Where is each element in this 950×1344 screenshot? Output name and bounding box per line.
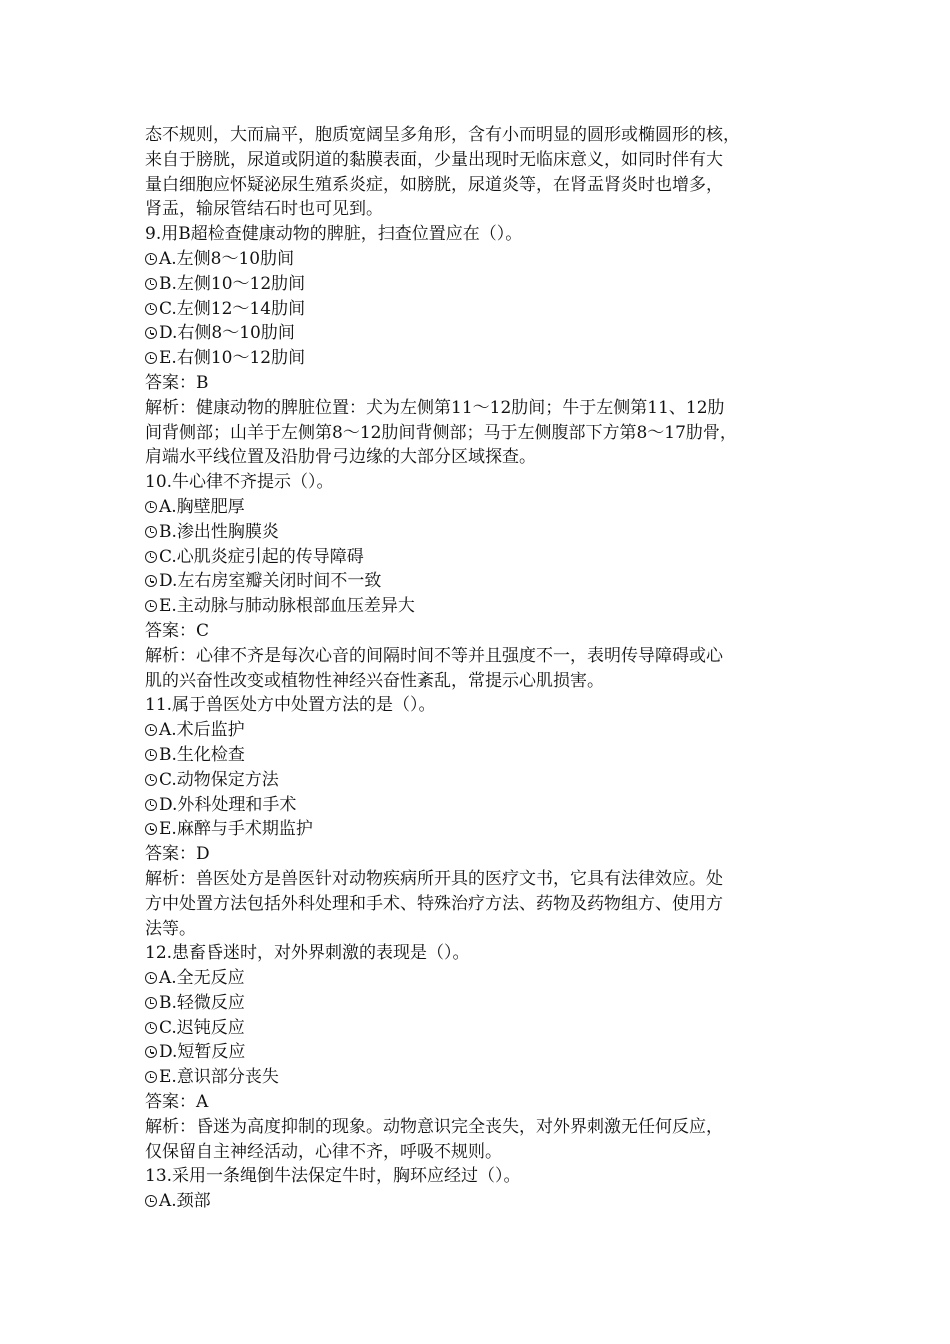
body-text-line xyxy=(145,669,825,694)
radio-option-icon xyxy=(145,1046,157,1058)
line-text: 解析：心律不齐是每次心音的间隔时间不等并且强度不一，表明传导障碍或心 xyxy=(145,645,723,666)
answer-option xyxy=(145,817,825,842)
line-text: D.左右房室瓣关闭时间不一致 xyxy=(159,571,382,592)
radio-option-icon xyxy=(145,1022,157,1034)
answer-option xyxy=(145,594,825,619)
question-text xyxy=(145,693,825,718)
radio-option-icon xyxy=(145,724,157,736)
radio-option-icon xyxy=(145,278,157,290)
radio-option-icon xyxy=(145,352,157,364)
body-text-line xyxy=(145,396,825,421)
line-text: A.左侧8～10肋间 xyxy=(159,248,295,269)
radio-option-icon xyxy=(145,997,157,1009)
answer-option xyxy=(145,321,825,346)
line-text: 肌的兴奋性改变或植物性神经兴奋性紊乱，常提示心肌损害。 xyxy=(145,670,604,691)
line-text: 13.采用一条绳倒牛法保定牛时，胸环应经过（）。 xyxy=(145,1166,521,1187)
body-text-line xyxy=(145,867,825,892)
radio-option-icon xyxy=(145,501,157,513)
line-text: B.轻微反应 xyxy=(159,992,245,1013)
radio-option-icon xyxy=(145,526,157,538)
body-text-line xyxy=(145,644,825,669)
answer-option xyxy=(145,297,825,322)
answer-option xyxy=(145,346,825,371)
answer-option xyxy=(145,520,825,545)
question-text xyxy=(145,941,825,966)
line-text: E.主动脉与肺动脉根部血压差异大 xyxy=(159,596,415,617)
answer-option xyxy=(145,768,825,793)
answer-option xyxy=(145,545,825,570)
radio-option-icon xyxy=(145,551,157,563)
line-text: B.左侧10～12肋间 xyxy=(159,273,306,294)
question-text xyxy=(145,1164,825,1189)
line-text: 答案：D xyxy=(145,844,210,865)
answer-option xyxy=(145,272,825,297)
line-text: D.右侧8～10肋间 xyxy=(159,323,295,344)
question-text xyxy=(145,470,825,495)
radio-option-icon xyxy=(145,972,157,984)
line-text: 态不规则，大而扁平，胞质宽阔呈多角形，含有小而明显的圆形或椭圆形的核， xyxy=(145,125,740,145)
question-text xyxy=(145,222,825,247)
line-text: 答案：A xyxy=(145,1092,209,1113)
line-text: 12.患畜昏迷时，对外界刺激的表现是（）。 xyxy=(145,943,470,964)
answer-option xyxy=(145,966,825,991)
answer-option xyxy=(145,1016,825,1041)
line-text: 来自于膀胱，尿道或阴道的黏膜表面，少量出现时无临床意义，如同时伴有大 xyxy=(145,149,723,170)
body-text-line xyxy=(145,148,825,173)
line-text: A.全无反应 xyxy=(159,968,245,989)
radio-option-icon xyxy=(145,327,157,339)
line-text: E.麻醉与手术期监护 xyxy=(159,819,313,840)
radio-option-icon xyxy=(145,1071,157,1083)
line-text: 间背侧部；山羊于左侧第8～12肋间背侧部；马于左侧腹部下方第8～17肋骨， xyxy=(145,422,737,443)
radio-option-icon xyxy=(145,749,157,761)
line-text: 解析：昏迷为高度抑制的现象。动物意识完全丧失，对外界刺激无任何反应， xyxy=(145,1116,723,1137)
radio-option-icon xyxy=(145,253,157,265)
answer-option xyxy=(145,1189,825,1214)
line-text: 仅保留自主神经活动，心律不齐，呼吸不规则。 xyxy=(145,1141,502,1162)
answer-key xyxy=(145,1090,825,1115)
answer-key xyxy=(145,371,825,396)
document-page xyxy=(145,123,825,1214)
body-text-line xyxy=(145,1140,825,1165)
line-text: 方中处置方法包括外科处理和手术、特殊治疗方法、药物及药物组方、使用方 xyxy=(145,893,723,914)
line-text: A.颈部 xyxy=(159,1191,211,1212)
line-text: A.胸壁肥厚 xyxy=(159,496,245,517)
answer-option xyxy=(145,1040,825,1065)
answer-option xyxy=(145,743,825,768)
body-text-line xyxy=(145,892,825,917)
line-text: 法等。 xyxy=(145,918,196,939)
line-text: D.短暂反应 xyxy=(159,1042,246,1063)
line-text: C.动物保定方法 xyxy=(159,769,279,790)
line-text: 10.牛心律不齐提示（）。 xyxy=(145,472,334,493)
answer-option xyxy=(145,1065,825,1090)
line-text: B.渗出性胸膜炎 xyxy=(159,521,279,542)
line-text: E.右侧10～12肋间 xyxy=(159,348,306,369)
answer-option xyxy=(145,793,825,818)
body-text-line xyxy=(145,445,825,470)
radio-option-icon xyxy=(145,799,157,811)
line-text: E.意识部分丧失 xyxy=(159,1067,279,1088)
body-text-line xyxy=(145,123,825,148)
answer-key xyxy=(145,842,825,867)
answer-option xyxy=(145,247,825,272)
radio-option-icon xyxy=(145,303,157,315)
line-text: C.心肌炎症引起的传导障碍 xyxy=(159,546,364,567)
radio-option-icon xyxy=(145,774,157,786)
body-text-line xyxy=(145,173,825,198)
body-text-line xyxy=(145,917,825,942)
line-text: C.迟钝反应 xyxy=(159,1017,245,1038)
line-text: D.外科处理和手术 xyxy=(159,794,297,815)
line-text: 答案：B xyxy=(145,372,209,393)
line-text: A.术后监护 xyxy=(159,720,245,741)
answer-option xyxy=(145,718,825,743)
answer-option xyxy=(145,495,825,520)
line-text: 量白细胞应怀疑泌尿生殖系炎症，如膀胱，尿道炎等，在肾盂肾炎时也增多， xyxy=(145,174,723,195)
answer-key xyxy=(145,619,825,644)
line-text: 解析：兽医处方是兽医针对动物疾病所开具的医疗文书，它具有法律效应。处 xyxy=(145,868,723,889)
line-text: 解析：健康动物的脾脏位置：犬为左侧第11～12肋间；牛于左侧第11、12肋 xyxy=(145,397,725,418)
body-text-line xyxy=(145,421,825,446)
body-text-line xyxy=(145,197,825,222)
radio-option-icon xyxy=(145,600,157,612)
body-text-line xyxy=(145,1115,825,1140)
radio-option-icon xyxy=(145,823,157,835)
answer-option xyxy=(145,569,825,594)
line-text: 肾盂，输尿管结石时也可见到。 xyxy=(145,199,383,220)
answer-option xyxy=(145,991,825,1016)
line-text: 肩端水平线位置及沿肋骨弓边缘的大部分区域探查。 xyxy=(145,447,536,468)
line-text: 11.属于兽医处方中处置方法的是（）。 xyxy=(145,695,436,716)
radio-option-icon xyxy=(145,575,157,587)
line-text: C.左侧12～14肋间 xyxy=(159,298,306,319)
line-text: 9.用B超检查健康动物的脾脏，扫查位置应在（）。 xyxy=(145,224,523,245)
line-text: B.生化检查 xyxy=(159,744,245,765)
radio-option-icon xyxy=(145,1195,157,1207)
line-text: 答案：C xyxy=(145,620,210,641)
